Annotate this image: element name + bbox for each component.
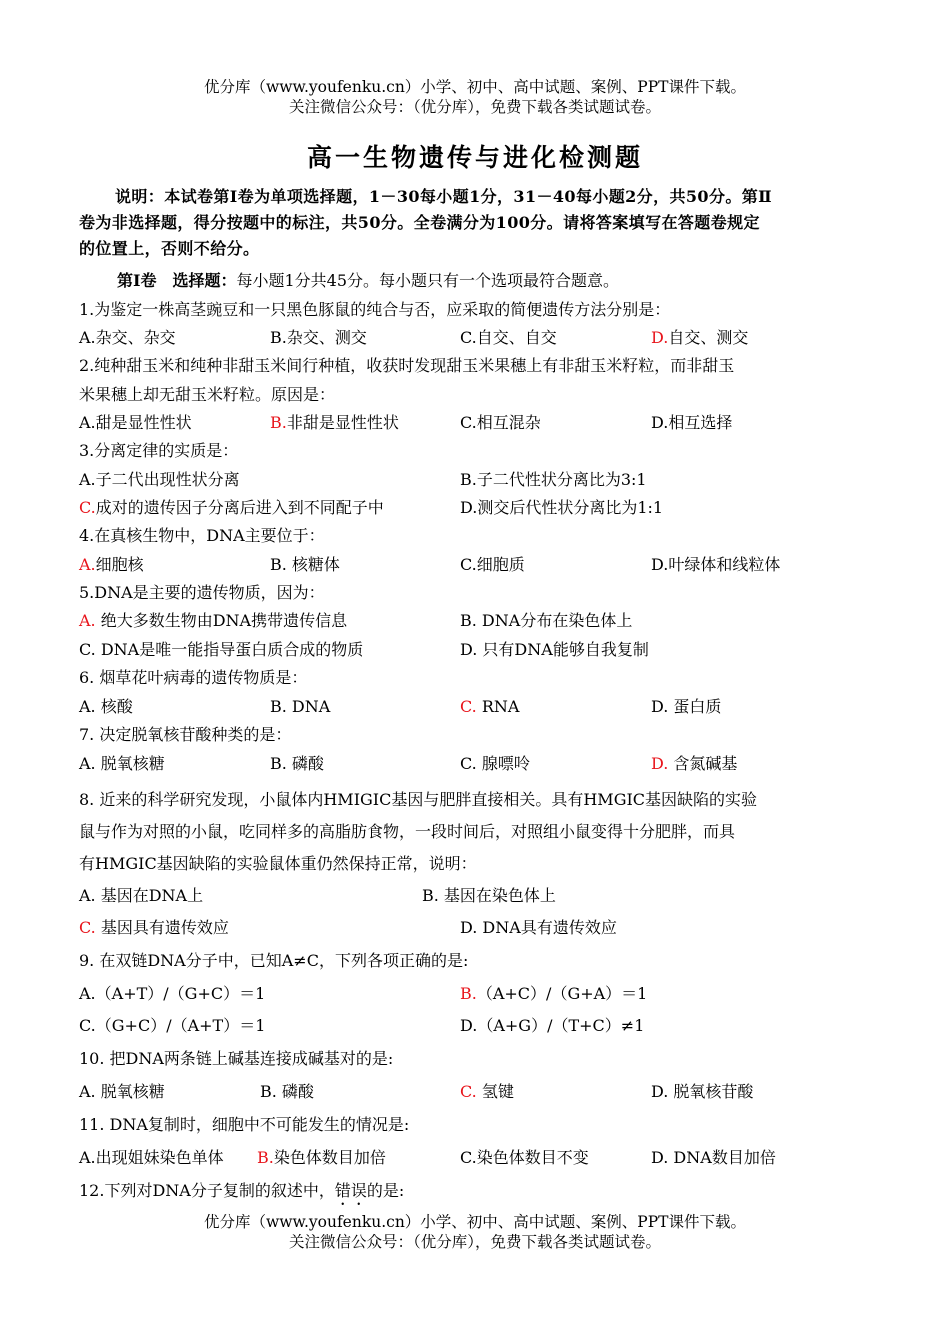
- option-text: 蛋白质: [668, 697, 722, 716]
- option-c: [79, 636, 363, 664]
- option-letter: D.: [460, 1016, 478, 1035]
- question-4-options: [79, 551, 879, 579]
- option-c: [460, 1144, 589, 1172]
- option-letter: C.: [79, 640, 96, 659]
- option-letter: D.: [460, 640, 478, 659]
- question-6-stem: [79, 664, 875, 693]
- option-text: 基因在DNA上: [95, 886, 204, 905]
- option-b: [260, 1078, 314, 1106]
- stem-line: 9. 在双链DNA分子中，已知A≠C，下列各项正确的是:: [79, 951, 469, 970]
- option-letter: B.: [422, 886, 439, 905]
- option-d: [651, 324, 748, 352]
- option-letter: D.: [651, 1148, 669, 1167]
- exam-instructions: [79, 184, 875, 262]
- option-b: [270, 750, 324, 778]
- option-letter: D.: [460, 498, 478, 517]
- instructions-line-2: 卷为非选择题，得分按题中的标注，共50分。全卷满分为100分。请将答案填写在答题卷规定: [79, 213, 760, 232]
- option-c: [79, 914, 229, 942]
- question-8-options-row-2: [79, 914, 879, 942]
- instructions-line-3: 的位置上，否则不给分。: [79, 239, 260, 258]
- option-text: RNA: [476, 697, 520, 716]
- header-line-2: 关注微信公众号：（优分库），免费下载各类试题试卷。: [288, 98, 661, 116]
- question-9-options-row-1: [79, 980, 879, 1008]
- option-letter: A.: [79, 984, 96, 1003]
- option-b: [460, 466, 647, 494]
- option-letter: A.: [79, 1148, 96, 1167]
- option-text: （A+G）/（T+C）≠1: [477, 1016, 645, 1035]
- option-letter-answer: A.: [79, 555, 96, 574]
- question-11-options: [79, 1144, 879, 1172]
- stem-line: 2.纯种甜玉米和纯种非甜玉米间行种植，收获时发现甜玉米果穗上有非甜玉米籽粒，而非甜玉: [79, 356, 735, 375]
- option-b: [270, 409, 399, 437]
- page-footer: [0, 1212, 950, 1252]
- option-letter: A.: [79, 470, 96, 489]
- option-text: 只有DNA能够自我复制: [477, 640, 649, 659]
- option-a: [79, 324, 176, 352]
- question-10-stem: [79, 1045, 875, 1074]
- option-text: 出现姐妹染色单体: [95, 1148, 224, 1167]
- option-letter: B.: [270, 754, 287, 773]
- question-1-options: [79, 324, 879, 352]
- question-8-stem: [79, 784, 875, 880]
- question-5-options-row-2: [79, 636, 879, 664]
- option-text: 基因在染色体上: [438, 886, 556, 905]
- header-line-1: 优分库（www.youfenku.cn）小学、初中、高中试题、案例、PPT课件下载。: [203, 78, 747, 96]
- option-text: 自交、测交: [668, 328, 749, 347]
- option-letter-answer: B.: [460, 984, 477, 1003]
- option-a: [79, 551, 144, 579]
- option-letter: C.: [460, 555, 477, 574]
- option-letter: C.: [460, 754, 477, 773]
- option-letter-answer: B.: [270, 413, 287, 432]
- option-d: [460, 1012, 644, 1040]
- option-d: [651, 693, 721, 721]
- option-text: 氢键: [476, 1082, 514, 1101]
- option-letter-answer: A.: [79, 611, 96, 630]
- option-text: DNA数目加倍: [668, 1148, 776, 1167]
- stem-line: 有HMGIC基因缺陷的实验鼠体重仍然保持正常，说明：: [79, 854, 477, 873]
- option-c: [460, 750, 530, 778]
- question-9-options-row-2: [79, 1012, 879, 1040]
- option-letter: D.: [651, 555, 669, 574]
- option-text: 甜是显性性状: [95, 413, 192, 432]
- option-letter-answer: C.: [79, 918, 96, 937]
- stem-line: 鼠与作为对照的小鼠，吃同样多的高脂肪食物，一段时间后，对照组小鼠变得十分肥胖，而具: [79, 822, 736, 841]
- option-a: [79, 1078, 165, 1106]
- option-text: 绝大多数生物由DNA携带遗传信息: [95, 611, 348, 630]
- option-a: [79, 409, 192, 437]
- option-text: 相互混杂: [476, 413, 541, 432]
- stem-line: 4.在真核生物中，DNA主要位于：: [79, 526, 325, 545]
- exam-title: 高一生物遗传与进化检测题: [306, 143, 643, 172]
- stem-line: 7. 决定脱氧核苷酸种类的是：: [79, 725, 292, 744]
- option-text: （A+T）/（G+C）＝1: [95, 984, 266, 1003]
- option-letter: A.: [79, 1082, 96, 1101]
- option-text: 磷酸: [276, 1082, 314, 1101]
- option-text: 细胞质: [476, 555, 525, 574]
- option-a: [79, 693, 133, 721]
- question-3-options-row-1: [79, 466, 879, 494]
- option-letter: C.: [460, 328, 477, 347]
- option-text: 细胞核: [95, 555, 144, 574]
- option-text: 成对的遗传因子分离后进入到不同配子中: [95, 498, 384, 517]
- option-c: [79, 1012, 265, 1040]
- option-text: 腺嘌呤: [476, 754, 530, 773]
- footer-line-1: 优分库（www.youfenku.cn）小学、初中、高中试题、案例、PPT课件下载。: [203, 1213, 747, 1231]
- question-7-options: [79, 750, 879, 778]
- option-text: 含氮碱基: [668, 754, 738, 773]
- option-text: 杂交、杂交: [95, 328, 176, 347]
- option-text: （A+C）/（G+A）＝1: [476, 984, 648, 1003]
- option-letter: D.: [651, 413, 669, 432]
- option-d: [651, 409, 732, 437]
- option-b: [270, 693, 330, 721]
- option-text: DNA是唯一能指导蛋白质合成的物质: [95, 640, 364, 659]
- option-c: [460, 693, 519, 721]
- option-text: 脱氧核糖: [95, 1082, 165, 1101]
- option-letter: B.: [260, 1082, 277, 1101]
- question-4-stem: [79, 522, 875, 551]
- question-12-stem: [79, 1177, 875, 1209]
- option-letter: B.: [460, 470, 477, 489]
- question-7-stem: [79, 721, 875, 750]
- stem-line: 1.为鉴定一株高茎豌豆和一只黑色豚鼠的纯合与否，应采取的简便遗传方法分别是：: [79, 300, 671, 319]
- option-text: 叶绿体和线粒体: [668, 555, 781, 574]
- option-text: DNA具有遗传效应: [477, 918, 617, 937]
- question-1-stem: [79, 296, 875, 325]
- option-c: [79, 494, 384, 522]
- question-5-stem: [79, 579, 875, 608]
- option-letter: D.: [651, 697, 669, 716]
- option-letter-answer: D.: [651, 328, 669, 347]
- stem-line: 8. 近来的科学研究发现，小鼠体内HMIGIC基因与肥胖直接相关。具有HMGIC基因缺陷的实验: [79, 790, 758, 809]
- stem-text: 的是:: [366, 1181, 405, 1200]
- option-b: [460, 980, 647, 1008]
- option-text: DNA: [286, 697, 331, 716]
- option-letter: B.: [460, 611, 477, 630]
- option-letter-answer: D.: [651, 754, 669, 773]
- option-text: （G+C）/（A+T）＝1: [95, 1016, 266, 1035]
- option-letter: A.: [79, 697, 96, 716]
- option-b: [270, 324, 367, 352]
- option-d: [651, 1078, 753, 1106]
- page-header: [0, 77, 950, 117]
- section-heading: [79, 268, 913, 294]
- option-a: [79, 466, 240, 494]
- question-10-options: [79, 1078, 879, 1106]
- option-c: [460, 324, 557, 352]
- footer-line-2: 关注微信公众号：（优分库），免费下载各类试题试卷。: [288, 1233, 661, 1251]
- option-text: 测交后代性状分离比为1:1: [477, 498, 664, 517]
- stem-line: 6. 烟草花叶病毒的遗传物质是：: [79, 668, 308, 687]
- option-text: 脱氧核糖: [95, 754, 165, 773]
- section-description: 每小题1分共45分。每小题只有一个选项最符合题意。: [236, 271, 620, 290]
- option-c: [460, 551, 525, 579]
- option-letter: B.: [270, 555, 287, 574]
- option-d: [460, 914, 617, 942]
- question-8-options-row-1: [79, 882, 879, 910]
- instructions-line-1: 说明：本试卷第Ⅰ卷为单项选择题，1－30每小题1分，31－40每小题2分，共50分。第Ⅱ: [115, 187, 773, 206]
- option-b: [270, 551, 340, 579]
- option-letter-answer: C.: [460, 1082, 477, 1101]
- option-text: 相互选择: [668, 413, 733, 432]
- option-text: 杂交、测交: [286, 328, 367, 347]
- option-b: [422, 882, 556, 910]
- stem-text: 12.下列对DNA分子复制的叙述中，: [79, 1181, 335, 1200]
- option-c: [460, 409, 541, 437]
- option-letter: C.: [79, 1016, 96, 1035]
- option-b: [257, 1144, 386, 1172]
- question-5-options-row-1: [79, 607, 879, 635]
- option-d: [651, 1144, 776, 1172]
- option-text: 染色体数目加倍: [273, 1148, 386, 1167]
- option-a: [79, 607, 347, 635]
- option-letter: B.: [270, 697, 287, 716]
- section-label: 第Ⅰ卷 选择题：: [117, 271, 237, 290]
- option-text: 非甜是显性性状: [286, 413, 399, 432]
- stem-line: 米果穗上却无甜玉米籽粒。原因是：: [79, 384, 336, 404]
- question-3-options-row-2: [79, 494, 879, 522]
- option-letter: A.: [79, 886, 96, 905]
- option-letter: A.: [79, 754, 96, 773]
- emphasis-text: 错误: [334, 1181, 367, 1200]
- option-d: [460, 494, 663, 522]
- option-a: [79, 750, 165, 778]
- question-2-options: [79, 409, 879, 437]
- option-letter-answer: C.: [460, 697, 477, 716]
- stem-line: 11. DNA复制时，细胞中不可能发生的情况是:: [79, 1115, 410, 1134]
- question-11-stem: [79, 1111, 875, 1140]
- stem-line: 10. 把DNA两条链上碱基连接成碱基对的是:: [79, 1049, 394, 1068]
- option-letter: C.: [460, 1148, 477, 1167]
- option-text: 脱氧核苷酸: [668, 1082, 754, 1101]
- option-text: DNA分布在染色体上: [476, 611, 633, 630]
- option-a: [79, 1144, 224, 1172]
- option-a: [79, 882, 203, 910]
- option-b: [460, 607, 632, 635]
- stem-line: 5.DNA是主要的遗传物质，因为：: [79, 583, 325, 602]
- option-letter: D.: [460, 918, 478, 937]
- question-9-stem: [79, 947, 875, 976]
- option-d: [651, 750, 737, 778]
- option-text: 磷酸: [286, 754, 324, 773]
- option-text: 子二代性状分离比为3:1: [476, 470, 647, 489]
- option-text: 基因具有遗传效应: [95, 918, 229, 937]
- option-letter: D.: [651, 1082, 669, 1101]
- option-text: 子二代出现性状分离: [95, 470, 240, 489]
- option-letter: A.: [79, 413, 96, 432]
- question-6-options: [79, 693, 879, 721]
- option-letter: B.: [270, 328, 287, 347]
- option-a: [79, 980, 265, 1008]
- option-text: 自交、自交: [476, 328, 557, 347]
- question-3-stem: [79, 437, 875, 466]
- option-letter: A.: [79, 328, 96, 347]
- stem-line: 3.分离定律的实质是：: [79, 441, 239, 460]
- option-d: [651, 551, 780, 579]
- option-text: 核糖体: [286, 555, 340, 574]
- option-c: [460, 1078, 514, 1106]
- option-text: 核酸: [95, 697, 133, 716]
- option-letter-answer: B.: [257, 1148, 274, 1167]
- option-letter-answer: C.: [79, 498, 96, 517]
- question-2-stem: [79, 352, 875, 409]
- option-text: 染色体数目不变: [476, 1148, 589, 1167]
- option-letter: C.: [460, 413, 477, 432]
- option-d: [460, 636, 649, 664]
